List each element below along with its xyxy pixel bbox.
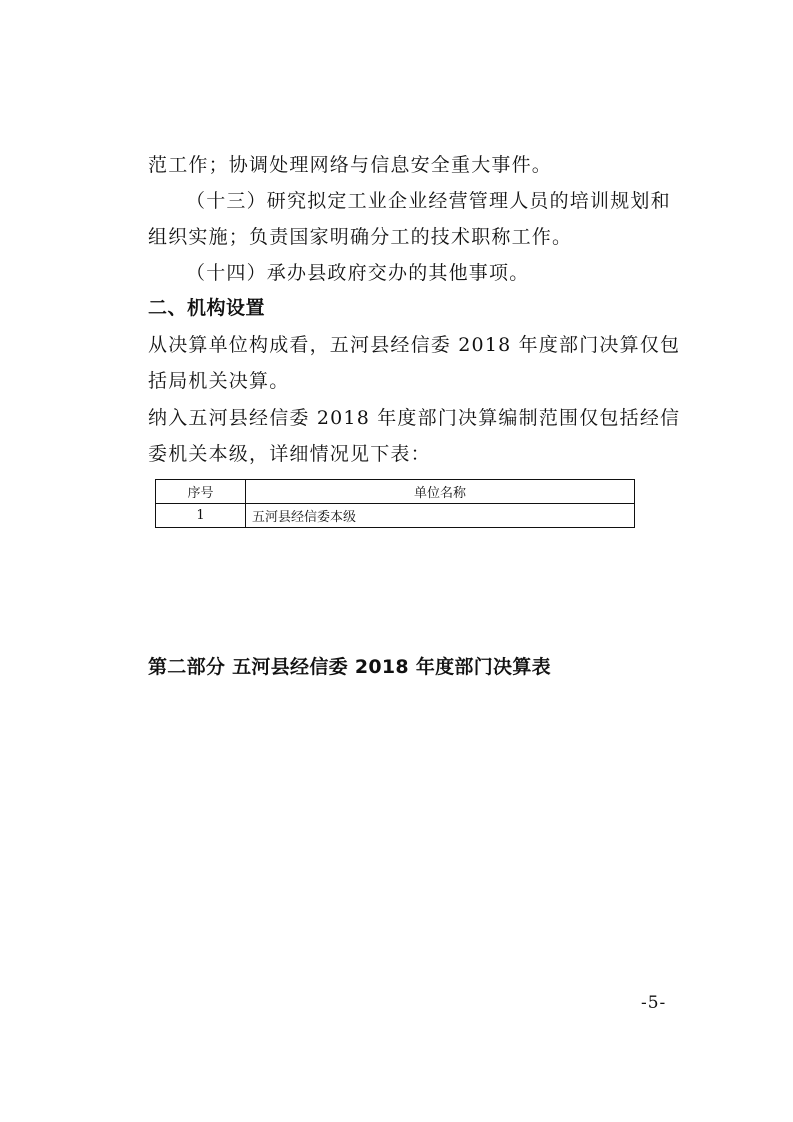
body-line-1: 范工作；协调处理网络与信息安全重大事件。 [148,154,553,176]
structure-line-1: 从决算单位构成看，五河县经信委 2018 年度部门决算仅包 [148,334,681,356]
section-heading: 二、机构设置 [148,297,266,319]
row-unit-name: 五河县经信委本级 [246,504,635,528]
body-line-2: （十三）研究拟定工业企业经营管理人员的培训规划和 [186,190,671,212]
structure-line-4: 委机关本级，详细情况见下表： [148,443,431,465]
page-number: -5- [641,993,667,1013]
header-unit-name: 单位名称 [246,480,635,504]
part-two-title: 第二部分 五河县经信委 2018 年度部门决算表 [148,656,551,678]
header-index: 序号 [156,480,246,504]
structure-line-3: 纳入五河县经信委 2018 年度部门决算编制范围仅包括经信 [148,407,681,429]
row-index: 1 [156,504,246,528]
structure-line-2: 括局机关决算。 [148,370,290,392]
table-row [156,504,635,528]
body-line-4: （十四）承办县政府交办的其他事项。 [186,262,530,284]
units-table [155,479,635,528]
body-line-3: 组织实施；负责国家明确分工的技术职称工作。 [148,226,573,248]
table-header-row [156,480,635,504]
